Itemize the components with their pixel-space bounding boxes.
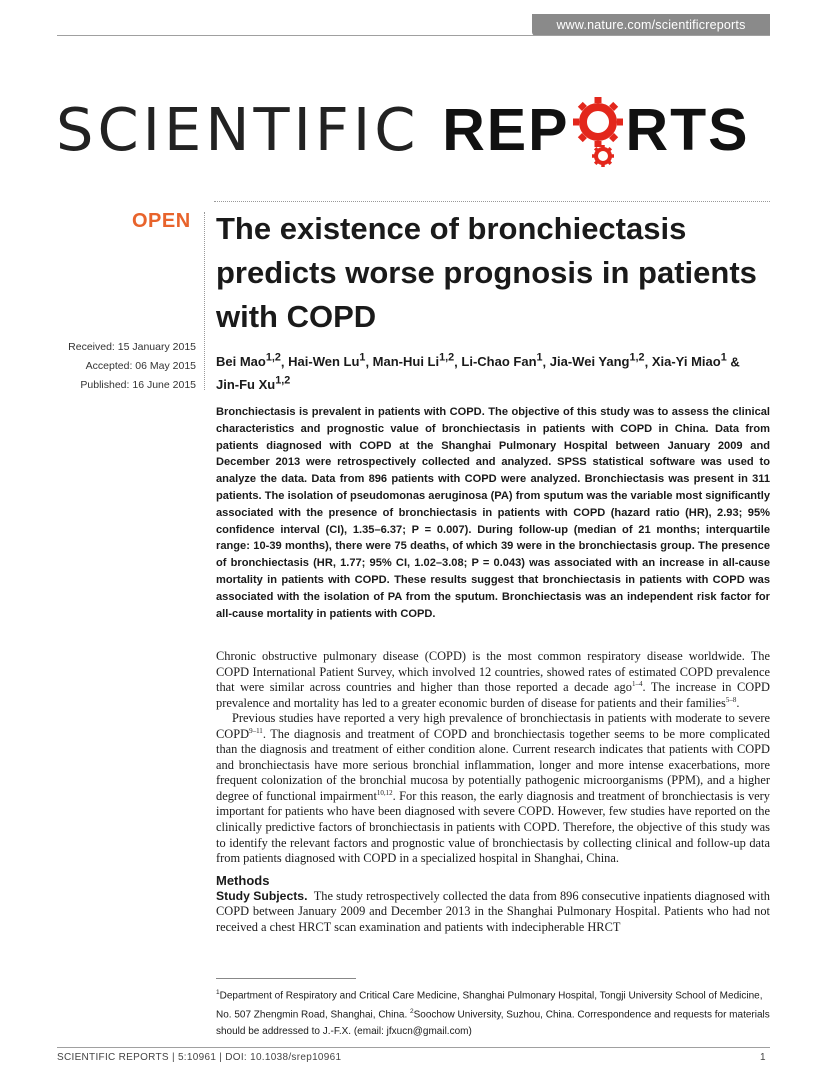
article-title: The existence of bronchiectasis predicts worse prognosis in patients with COPD [216,211,757,334]
citation-ref[interactable]: 5–8 [725,695,737,704]
article-body [216,649,770,935]
article-dates [40,338,196,395]
body-paragraph: Study Subjects. The study retrospectively collected the data from 896 consecutive inpatients diagnosed with COPD between January 2009 and December 2013 in the Shanghai Pulmonary Hospital. Patients who had not received a chest HRCT scan examination and patients with indecipherable HRCT [216,888,770,934]
logo-text-rep: REP [442,97,570,163]
citation-ref[interactable]: 10,12 [376,788,393,797]
journal-logo [56,90,750,170]
author[interactable]: Man-Hui Li$^{1,2}$ [372,352,455,370]
author[interactable]: Jia-Wei Yang$^{1,2}$ [549,352,645,370]
header-rule [57,35,770,36]
received-date: Received: 15 January 2015 [68,341,196,353]
author[interactable]: Li-Chao Fan$^1$ [461,352,543,370]
author[interactable]: Xia-Yi Miao$^1$ [651,352,727,370]
abstract: Bronchiectasis is prevalent in patients with COPD. The objective of this study was to assess the clinical characteristics and prognostic value of bronchiectasis in patients with COPD in China. Data from patients diagnosed with COPD at the Shanghai Pulmonary Hospital between January 2009 and December 2013 were retrospectively collected and analyzed. SPSS statistical software was used to analyze the data. Data from 896 patients with COPD were analyzed. Bronchiectasis was present in 311 patients. The isolation of pseudomonas aeruginosa (PA) from sputum was the variable most significantly associated with the presence of bronchiectasis in patients with COPD (hazard ratio (HR), 2.93; 95% confidence interval (CI), 1.35–6.37; P = 0.007). During follow-up (median of 21 months; interquartile range: 10-39 months), there were 75 deaths, of which 39 were in the bronchiectasis group. The presence of bronchiectasis (HR, 1.77; 95% CI, 1.02–3.08; P = 0.043) was associated with an increase in all-cause mortality in patients with COPD. These results suggest that bronchiectasis in patients with COPD was associated with the isolation of PA from the sputum. Bronchiectasis was an independent risk factor for all-cause mortality in patients with COPD. [216,406,770,620]
logo-text-scientific: SCIENTIFIC [56,95,443,164]
page-number: 1 [760,1052,766,1063]
journal-url[interactable]: www.nature.com/scientificreports [532,14,770,36]
author[interactable]: Hai-Wen Lu$^1$ [288,352,366,370]
footer-citation: SCIENTIFIC REPORTS | 5:10961 | DOI: 10.1038/srep10961 [57,1052,342,1063]
body-paragraph: Chronic obstructive pulmonary disease (COPD) is the most common respiratory disease worldwide. The COPD International Patient Survey, which involved 12 countries, showed rates of estimated COPD prevalence that were similar across countries and higher than those reported a decade ago$^{1-4}$. The increase in COPD prevalence and mortality has led to a greater economic burden of disease for patients and their families$^{5-8}$. [216,649,770,710]
citation-ref[interactable]: 1–4 [631,679,643,688]
methods-heading: Methods [216,872,270,888]
sidebar-divider [204,212,205,390]
subsection-heading: Study Subjects. [216,888,308,903]
author[interactable]: Bei Mao$^{1,2}$ [216,352,281,370]
title-divider [214,201,770,202]
affiliations-footnote: $^1$Department of Respiratory and Critical Care Medicine, Shanghai Pulmonary Hospital, Tongji University School of Medicine, No. 507 Zhengmin Road, Shanghai, China. $^2$Soochow University, Suzhou, China. Correspondence and requests for materials should be addressed to J.-F.X. (email: jfxucn@gmail.com) [216,989,770,1037]
accepted-date: Accepted: 06 May 2015 [85,360,196,372]
citation-ref[interactable]: 9–11 [249,726,263,735]
logo-text-rts: RTS [625,97,750,163]
footer-rule [57,1047,770,1048]
published-date: Published: 16 June 2015 [80,379,196,391]
gear-icon [570,98,626,156]
footnote-rule [216,978,356,979]
author[interactable]: Jin-Fu Xu$^{1,2}$ [216,374,291,392]
body-paragraph: Previous studies have reported a very high prevalence of bronchiectasis in patients with moderate to severe COPD$^{9-11}$. The diagnosis and treatment of COPD and bronchiectasis together seems to be more complicated than the diagnosis and treatment of either condition alone. Current research indicates that patients with COPD and bronchiectasis have more serious bronchial inflammation, longer and more intense exacerbations, more frequent colonization of the bronchial mucosa by potentially pathogenic microorganisms (PPM), and a higher degree of functional impairment$^{10,12}$. For this reason, the early diagnosis and treatment of bronchiectasis is very important for patients who have been diagnosed with severe COPD. However, few studies have reported on the clinically predictive factors of bronchiectasis in patients with COPD. Therefore, the objective of this study was to identify the relevant factors and prognostic value of bronchiectasis by collecting clinical and follow-up data from patients diagnosed with COPD in a specialized hospital in Shanghai, China. [216,711,771,866]
author-list: Bei Mao$^{1,2}$, Hai-Wen Lu$^1$, Man-Hui Li$^{1,2}$, Li-Chao Fan$^1$, Jia-Wei Yang$^{1,2}$, Xia-Yi Miao$^1$ & Jin-Fu Xu$^{1,2}$ [216,352,740,392]
open-access-label: OPEN [132,210,191,232]
